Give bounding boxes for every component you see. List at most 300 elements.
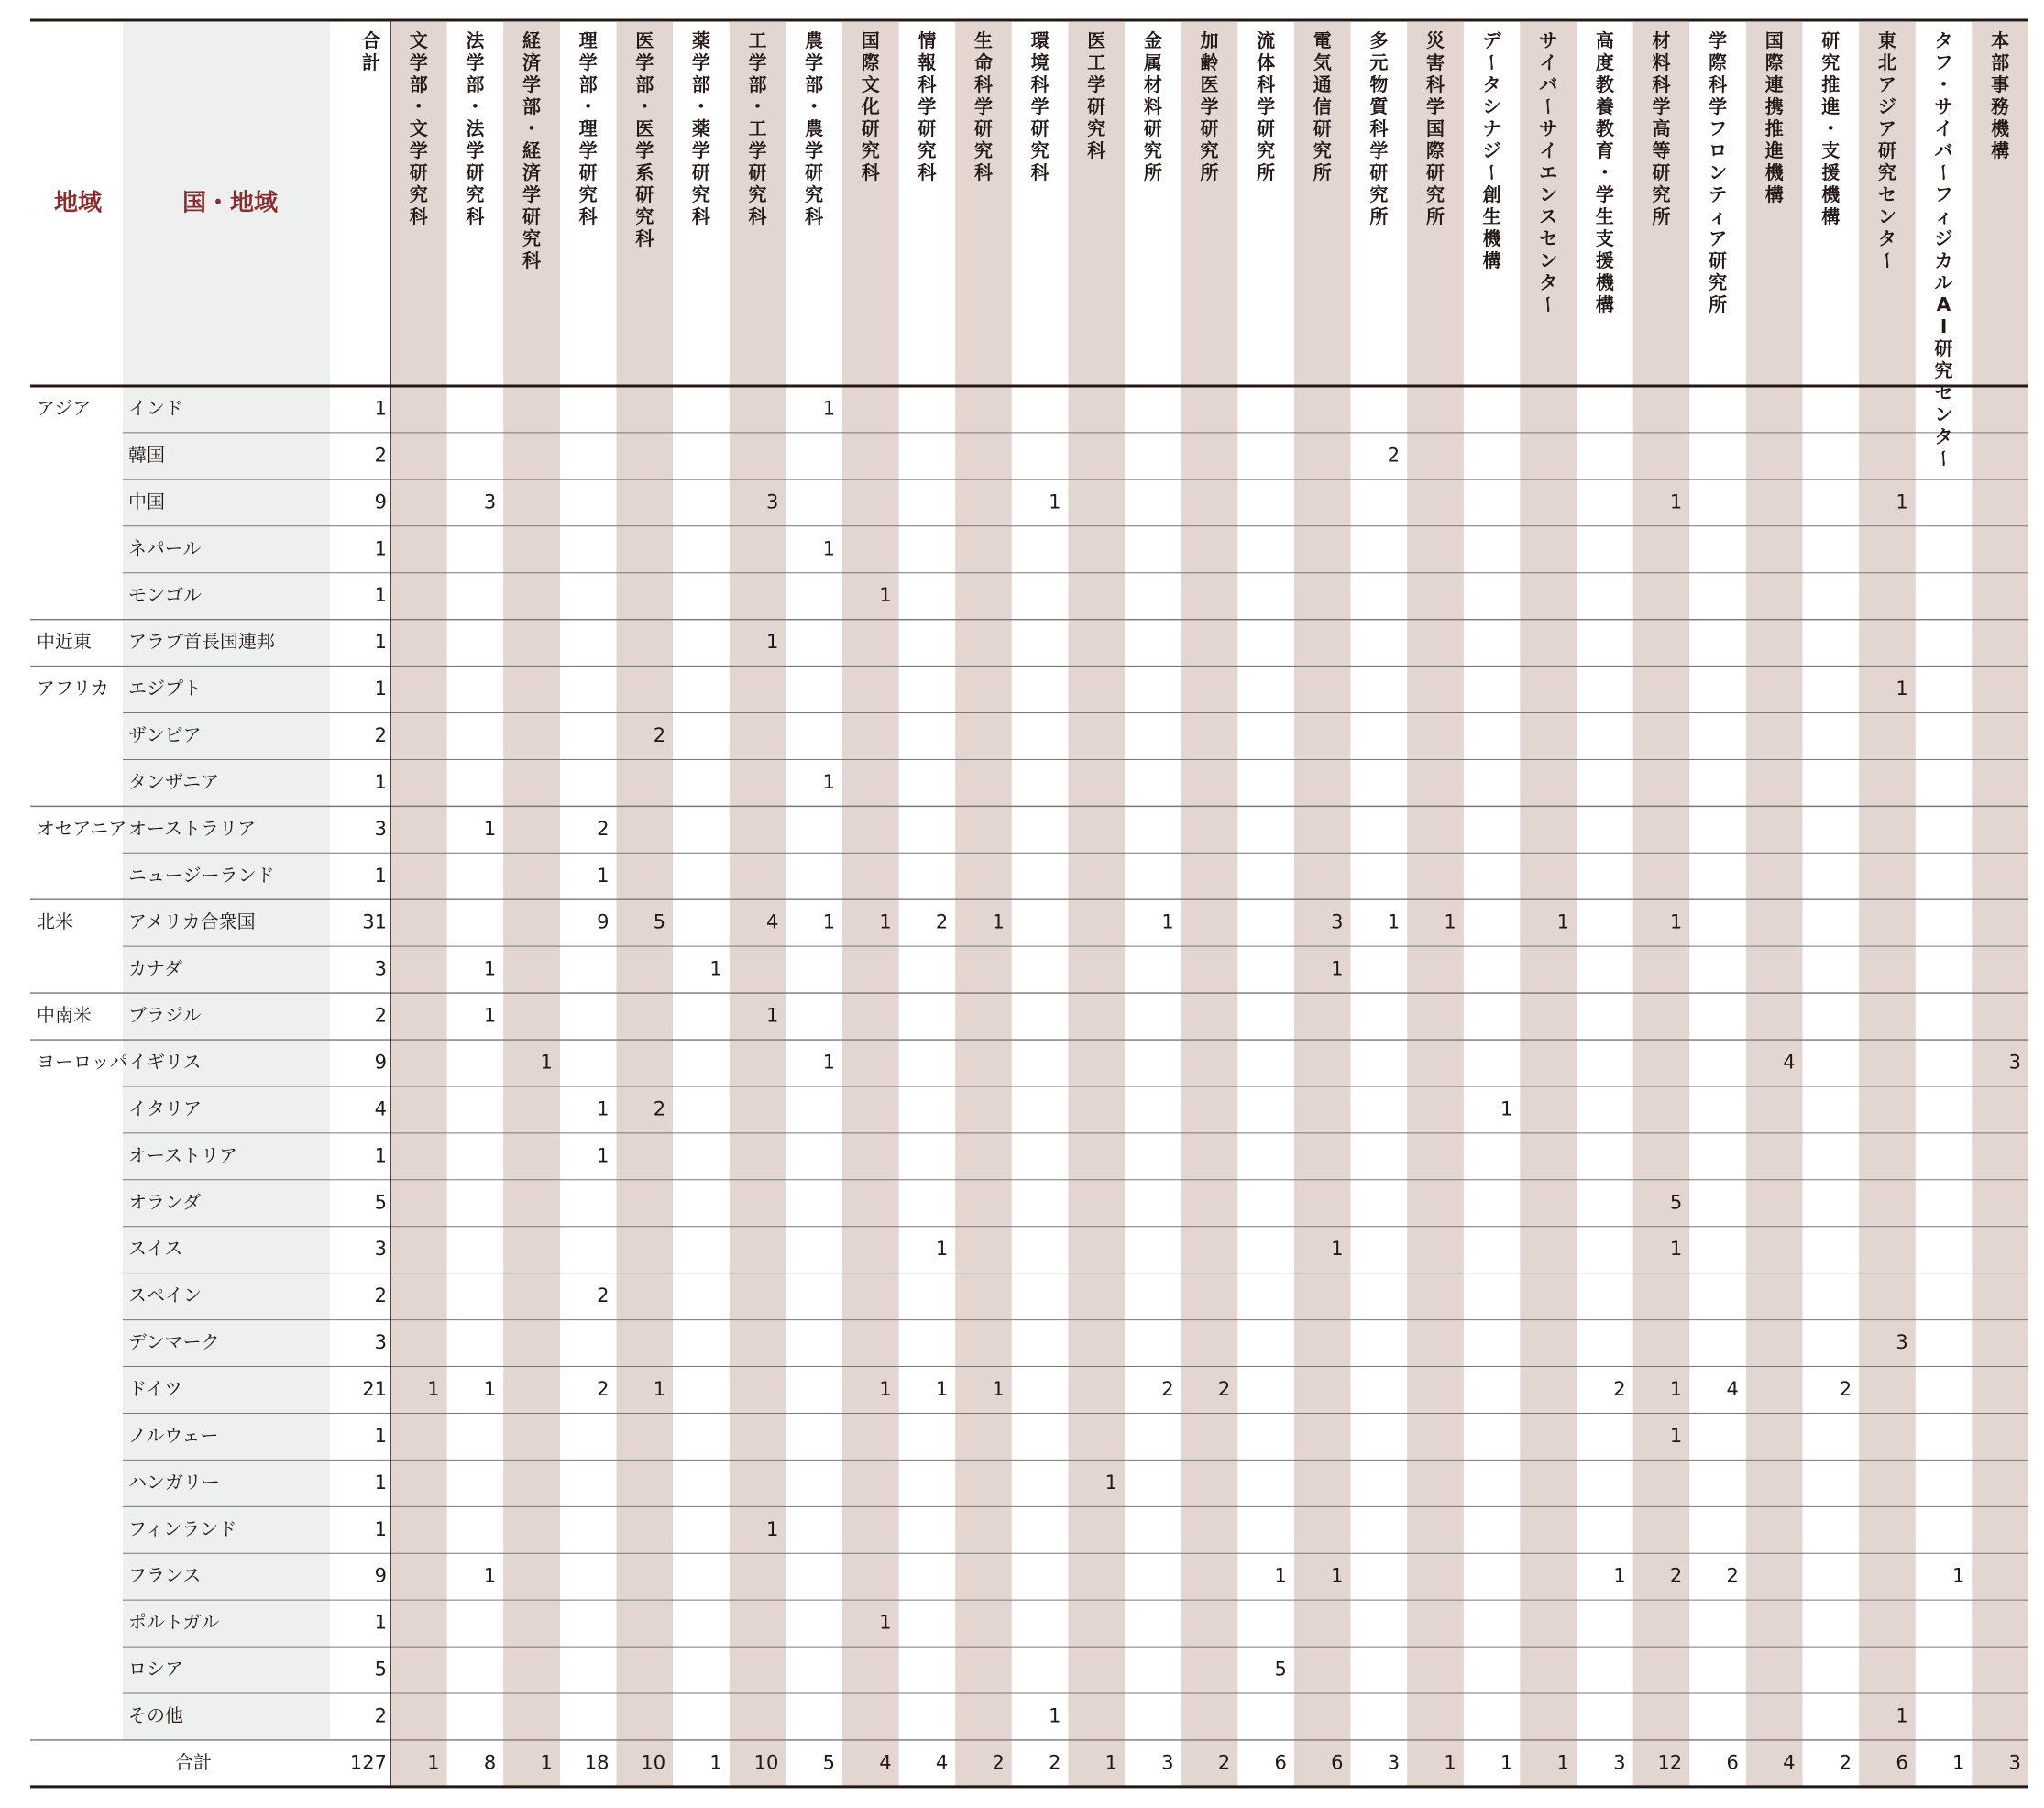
country-label: アメリカ合衆国: [128, 910, 256, 933]
table-cell: 1: [483, 1564, 497, 1587]
column-total: 3: [1387, 1751, 1401, 1774]
svg-text:・: ・: [466, 95, 485, 117]
country-label: デンマーク: [128, 1330, 220, 1353]
svg-text:研: 研: [1369, 161, 1389, 183]
table-cell: 1: [935, 1238, 949, 1261]
svg-text:部: 部: [691, 73, 710, 95]
column-total: 8: [483, 1751, 497, 1774]
svg-text:法: 法: [466, 117, 485, 139]
svg-text:部: 部: [522, 95, 542, 117]
svg-text:工: 工: [748, 117, 767, 139]
table-cell: 1: [765, 631, 779, 654]
svg-text:所: 所: [1313, 161, 1332, 183]
svg-text:材: 材: [1143, 73, 1162, 95]
svg-text:ロ: ロ: [1709, 139, 1728, 161]
table-cell: 1: [1669, 1377, 1683, 1400]
column-header: [917, 29, 937, 183]
svg-text:部: 部: [578, 73, 598, 95]
svg-text:学: 学: [409, 139, 428, 161]
svg-text:所: 所: [1369, 205, 1389, 227]
column-total: 1: [1951, 1751, 1965, 1774]
country-label: 中国: [128, 490, 165, 513]
column-band: [955, 22, 1012, 1787]
svg-text:経: 経: [522, 29, 542, 51]
region-label: 中南米: [37, 1004, 92, 1027]
svg-text:学: 学: [805, 51, 824, 73]
svg-text:系: 系: [635, 161, 654, 183]
svg-text:究: 究: [1709, 271, 1728, 293]
svg-text:学: 学: [578, 51, 598, 73]
svg-text:サ: サ: [1539, 117, 1558, 139]
svg-text:テ: テ: [1709, 183, 1728, 205]
svg-text:連: 連: [1764, 73, 1784, 95]
table-cell: 1: [1049, 1704, 1061, 1727]
country-label: ノルウェー: [128, 1424, 219, 1447]
country-label: ニュージーランド: [128, 864, 275, 887]
svg-text:学: 学: [1595, 183, 1614, 205]
table-cell: 2: [1839, 1377, 1852, 1400]
svg-text:所: 所: [1200, 161, 1219, 183]
svg-text:ー: ー: [1875, 251, 1898, 270]
svg-text:学: 学: [578, 139, 598, 161]
svg-text:カ: カ: [1934, 249, 1953, 271]
svg-text:部: 部: [1991, 51, 2010, 73]
svg-text:究: 究: [1821, 51, 1841, 73]
svg-text:究: 究: [466, 183, 485, 205]
svg-text:・: ・: [1595, 161, 1614, 183]
svg-text:サ: サ: [1539, 29, 1558, 51]
svg-text:元: 元: [1369, 51, 1389, 73]
column-header: [1144, 29, 1162, 183]
svg-text:研: 研: [1200, 117, 1219, 139]
table-cell: 1: [992, 1377, 1005, 1400]
svg-text:学: 学: [522, 73, 542, 95]
svg-text:信: 信: [1313, 95, 1332, 117]
table-cell: 3: [765, 491, 779, 513]
svg-text:ア: ア: [1877, 73, 1896, 95]
table-cell: 1: [822, 1051, 835, 1074]
row-total: 1: [374, 1471, 387, 1494]
svg-text:・: ・: [409, 95, 428, 117]
svg-text:・: ・: [578, 95, 598, 117]
table-cell: 1: [1613, 1564, 1626, 1587]
svg-text:学: 学: [974, 95, 994, 117]
svg-text:境: 境: [1030, 51, 1049, 73]
svg-text:機: 機: [1764, 161, 1784, 183]
table-cell: 1: [879, 910, 892, 933]
table-cell: 1: [1444, 910, 1456, 933]
table-cell: 2: [1726, 1564, 1739, 1587]
table-cell: 2: [653, 1097, 666, 1120]
svg-text:ー: ー: [1932, 163, 1955, 182]
svg-text:支: 支: [1595, 227, 1614, 249]
svg-text:学: 学: [1257, 95, 1276, 117]
svg-text:育: 育: [1595, 139, 1614, 161]
svg-text:科: 科: [805, 205, 824, 227]
svg-text:バ: バ: [1539, 73, 1558, 95]
column-total: 1: [1104, 1751, 1118, 1774]
svg-text:進: 進: [1821, 95, 1841, 117]
svg-text:エ: エ: [1539, 161, 1558, 183]
svg-text:タ: タ: [1482, 73, 1501, 95]
column-header: [1537, 29, 1559, 314]
country-label: フランス: [128, 1564, 202, 1587]
column-total: 3: [1161, 1751, 1174, 1774]
row-total: 1: [374, 397, 387, 420]
svg-text:学: 学: [466, 139, 485, 161]
svg-text:料: 料: [1143, 95, 1162, 117]
svg-text:究: 究: [1877, 161, 1896, 183]
country-label: オランダ: [128, 1190, 202, 1213]
svg-text:等: 等: [1652, 139, 1671, 161]
column-header: [692, 29, 711, 227]
svg-text:構: 構: [1821, 205, 1841, 227]
svg-text:計: 計: [362, 51, 380, 73]
svg-text:・: ・: [635, 95, 654, 117]
column-header: [1933, 29, 1955, 468]
svg-text:所: 所: [1143, 161, 1162, 183]
svg-text:セ: セ: [1877, 183, 1896, 205]
svg-text:科: 科: [1087, 139, 1106, 161]
row-total: 1: [374, 678, 387, 700]
row-total: 3: [374, 1331, 387, 1354]
svg-text:研: 研: [974, 117, 994, 139]
table-cell: 1: [483, 1377, 497, 1400]
svg-text:ジ: ジ: [1934, 227, 1953, 249]
svg-text:科: 科: [1030, 73, 1049, 95]
column-header: [749, 29, 768, 227]
svg-text:科: 科: [466, 205, 485, 227]
column-band: [1407, 22, 1464, 1787]
svg-text:ア: ア: [1709, 227, 1728, 249]
svg-text:セ: セ: [1539, 227, 1558, 249]
svg-text:機: 機: [1595, 271, 1614, 293]
svg-text:学: 学: [635, 51, 654, 73]
svg-text:究: 究: [635, 205, 654, 227]
svg-text:究: 究: [805, 183, 824, 205]
svg-text:学: 学: [409, 51, 428, 73]
svg-text:学: 学: [1369, 139, 1389, 161]
column-total: 10: [753, 1751, 779, 1774]
column-band: [1294, 22, 1351, 1787]
svg-text:薬: 薬: [691, 29, 710, 51]
table-cell: 1: [1274, 1564, 1287, 1587]
row-total: 1: [374, 1424, 387, 1447]
svg-text:学: 学: [1087, 73, 1106, 95]
svg-text:医: 医: [635, 117, 654, 139]
country-label: インド: [128, 396, 183, 419]
svg-text:生: 生: [974, 29, 994, 51]
svg-text:研: 研: [1143, 117, 1162, 139]
svg-text:研: 研: [522, 205, 542, 227]
svg-text:工: 工: [748, 29, 767, 51]
svg-text:タ: タ: [1934, 29, 1953, 51]
svg-text:推: 推: [1764, 117, 1784, 139]
table-cell: 1: [935, 1377, 949, 1400]
svg-text:・: ・: [805, 95, 824, 117]
country-label: オーストラリア: [128, 817, 256, 840]
country-label: ネパール: [128, 536, 202, 559]
column-band: [1633, 22, 1690, 1787]
column-total: 6: [1726, 1751, 1739, 1774]
row-total: 1: [374, 770, 387, 793]
table-cell: 1: [1896, 491, 1908, 513]
svg-text:ー: ー: [1480, 163, 1503, 182]
table-cell: 1: [992, 910, 1005, 933]
svg-text:法: 法: [466, 29, 485, 51]
svg-text:研: 研: [1425, 161, 1445, 183]
table-cell: 2: [1669, 1564, 1683, 1587]
column-total: 2: [1049, 1751, 1061, 1774]
svg-text:究: 究: [409, 183, 428, 205]
svg-text:教: 教: [1595, 117, 1614, 139]
svg-text:ジ: ジ: [1877, 95, 1896, 117]
svg-text:文: 文: [409, 29, 428, 51]
svg-text:ン: ン: [1539, 249, 1558, 271]
row-total: 1: [374, 584, 387, 607]
column-total: 1: [1556, 1751, 1570, 1774]
column-total: 1: [709, 1751, 722, 1774]
region-label: 中近東: [37, 630, 92, 653]
svg-text:科: 科: [918, 73, 937, 95]
column-total: 2: [1839, 1751, 1852, 1774]
svg-text:度: 度: [1595, 51, 1614, 73]
table-cell: 2: [597, 1284, 610, 1307]
country-label: エジプト: [128, 677, 202, 700]
region-label: アフリカ: [37, 677, 109, 700]
svg-text:科: 科: [522, 249, 542, 271]
svg-text:研: 研: [691, 161, 710, 183]
svg-text:構: 構: [1482, 249, 1501, 271]
table-cell: 1: [822, 397, 835, 420]
row-total: 1: [374, 631, 387, 654]
svg-text:教: 教: [1595, 73, 1614, 95]
svg-text:タ: タ: [1539, 271, 1558, 293]
country-label: 韓国: [128, 443, 165, 466]
column-total: 10: [641, 1751, 666, 1774]
svg-text:研: 研: [635, 183, 654, 205]
svg-text:携: 携: [1764, 95, 1784, 117]
column-total: 2: [992, 1751, 1005, 1774]
table-cell: 1: [483, 1004, 497, 1027]
table-cell: 1: [879, 1611, 892, 1634]
svg-text:究: 究: [1313, 139, 1332, 161]
svg-text:部: 部: [748, 73, 767, 95]
svg-text:研: 研: [466, 161, 485, 183]
svg-text:学: 学: [1652, 95, 1671, 117]
table-cell: 1: [1669, 1238, 1683, 1261]
svg-text:生: 生: [1595, 205, 1614, 227]
table-cell: 2: [935, 910, 949, 933]
svg-text:構: 構: [1595, 293, 1614, 315]
svg-text:進: 進: [1764, 139, 1784, 161]
column-total: 18: [584, 1751, 610, 1774]
svg-text:学: 学: [1030, 95, 1049, 117]
svg-text:科: 科: [409, 205, 428, 227]
svg-text:科: 科: [1369, 117, 1389, 139]
svg-text:・: ・: [1821, 117, 1841, 139]
table-cell: 3: [1896, 1331, 1908, 1354]
svg-text:研: 研: [409, 161, 428, 183]
column-total: 5: [822, 1751, 835, 1774]
column-header: [1031, 29, 1050, 183]
country-label: フィンランド: [128, 1517, 237, 1540]
svg-text:機: 機: [1991, 117, 2010, 139]
svg-text:究: 究: [1143, 139, 1162, 161]
table-cell: 1: [483, 957, 497, 980]
svg-text:究: 究: [1087, 117, 1106, 139]
svg-text:薬: 薬: [691, 117, 710, 139]
column-header: [1200, 29, 1218, 183]
svg-text:構: 構: [1764, 183, 1784, 205]
svg-text:ィ: ィ: [1709, 205, 1728, 227]
column-header: [410, 29, 429, 227]
row-total: 1: [374, 1144, 387, 1167]
svg-text:部: 部: [409, 73, 428, 95]
country-label: ブラジル: [128, 1004, 202, 1027]
row-total: 2: [374, 1704, 387, 1727]
svg-text:究: 究: [1934, 359, 1953, 381]
svg-text:・: ・: [522, 117, 542, 139]
column-band: [1746, 22, 1803, 1787]
svg-text:イ: イ: [1934, 117, 1953, 139]
row-total: 3: [374, 1238, 387, 1261]
svg-text:医: 医: [635, 29, 654, 51]
svg-text:研: 研: [1030, 117, 1049, 139]
svg-text:援: 援: [1595, 249, 1614, 271]
svg-text:ー: ー: [1932, 449, 1955, 468]
svg-text:セ: セ: [1934, 381, 1953, 403]
svg-text:究: 究: [861, 139, 880, 161]
svg-text:究: 究: [691, 183, 710, 205]
row-total: 9: [374, 1564, 387, 1587]
row-total: 9: [374, 1051, 387, 1074]
svg-text:研: 研: [918, 117, 937, 139]
svg-text:学: 学: [918, 95, 937, 117]
svg-text:・: ・: [748, 95, 767, 117]
svg-text:金: 金: [1143, 29, 1162, 51]
svg-text:ー: ー: [1537, 97, 1560, 116]
svg-text:科: 科: [635, 227, 654, 249]
country-label: ザンビア: [128, 723, 202, 746]
column-header: [635, 29, 654, 249]
svg-text:タ: タ: [1934, 425, 1953, 447]
svg-text:科: 科: [1652, 73, 1671, 95]
column-header: [522, 29, 542, 271]
svg-text:究: 究: [974, 139, 994, 161]
row-total: 2: [374, 444, 387, 467]
svg-text:務: 務: [1991, 95, 2010, 117]
table-cell: 1: [1669, 1424, 1683, 1447]
table-cell: 1: [1896, 678, 1908, 700]
table-cell: 1: [879, 584, 892, 607]
svg-text:所: 所: [1652, 205, 1671, 227]
svg-text:創: 創: [1482, 183, 1501, 205]
country-label: アラブ首長国連邦: [128, 630, 275, 653]
column-header: [1369, 29, 1389, 227]
totals-label: 合計: [175, 1750, 212, 1773]
column-band: [842, 22, 899, 1787]
header-country: 国・地域: [181, 189, 279, 217]
row-total: 3: [374, 817, 387, 840]
svg-text:バ: バ: [1934, 139, 1953, 161]
svg-text:・: ・: [691, 95, 710, 117]
svg-text:電: 電: [1313, 29, 1332, 51]
svg-text:所: 所: [1257, 161, 1276, 183]
region-label: オセアニア: [37, 817, 127, 840]
column-total: 6: [1896, 1751, 1908, 1774]
table-cell: 1: [1387, 910, 1401, 933]
svg-text:援: 援: [1821, 161, 1841, 183]
svg-text:学: 学: [635, 139, 654, 161]
svg-text:機: 機: [1821, 183, 1841, 205]
svg-text:報: 報: [918, 51, 937, 73]
column-total: 4: [1783, 1751, 1796, 1774]
column-header: [1764, 29, 1785, 205]
svg-text:済: 済: [522, 161, 542, 183]
header-total: [362, 29, 380, 73]
column-total: 3: [2008, 1751, 2021, 1774]
table-cell: 1: [597, 1097, 610, 1120]
svg-text:学: 学: [1709, 95, 1728, 117]
svg-text:北: 北: [1877, 51, 1896, 73]
svg-text:害: 害: [1425, 51, 1445, 73]
svg-text:イ: イ: [1539, 139, 1558, 161]
svg-text:気: 気: [1313, 51, 1332, 73]
table-cell: 1: [709, 957, 722, 980]
table-cell: 2: [597, 817, 610, 840]
svg-text:文: 文: [409, 117, 428, 139]
svg-text:デ: デ: [1482, 29, 1501, 51]
svg-text:研: 研: [1257, 117, 1276, 139]
column-total: 1: [1500, 1751, 1513, 1774]
svg-text:科: 科: [918, 161, 937, 183]
header-region: 地域: [53, 189, 103, 217]
svg-text:国: 国: [861, 29, 880, 51]
country-label: スペイン: [128, 1284, 202, 1306]
column-header: [1257, 29, 1276, 183]
svg-text:命: 命: [974, 51, 994, 73]
country-label: イタリア: [128, 1097, 202, 1119]
table-cell: 2: [653, 723, 666, 746]
table-cell: 2: [1161, 1377, 1174, 1400]
svg-text:究: 究: [578, 183, 598, 205]
svg-text:研: 研: [748, 161, 767, 183]
svg-text:科: 科: [1425, 73, 1445, 95]
svg-text:齢: 齢: [1200, 51, 1219, 73]
svg-text:ス: ス: [1539, 205, 1558, 227]
svg-text:ー: ー: [1480, 53, 1503, 72]
svg-text:タ: タ: [1877, 227, 1896, 249]
column-header: [1820, 29, 1841, 227]
country-label: ハンガリー: [128, 1471, 220, 1494]
svg-text:科: 科: [861, 161, 880, 183]
column-band: [616, 22, 673, 1787]
svg-text:所: 所: [1709, 293, 1728, 315]
svg-text:イ: イ: [1539, 51, 1558, 73]
region-label: ヨーロッパ: [37, 1050, 128, 1073]
row-total: 1: [374, 537, 387, 560]
svg-text:部: 部: [466, 73, 485, 95]
svg-text:究: 究: [1369, 183, 1389, 205]
table-cell: 5: [1274, 1658, 1287, 1681]
row-total: 31: [362, 910, 387, 933]
svg-text:科: 科: [974, 73, 994, 95]
svg-text:機: 機: [1482, 227, 1501, 249]
table-cell: 1: [1500, 1097, 1513, 1120]
table-cell: 3: [483, 491, 497, 513]
country-label: タンザニア: [128, 770, 220, 793]
